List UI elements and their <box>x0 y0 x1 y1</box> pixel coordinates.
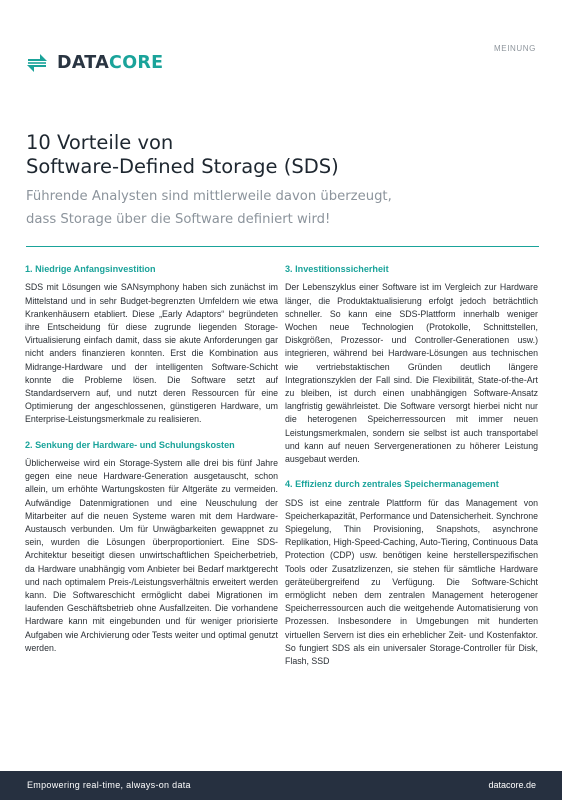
title-block <box>26 131 541 231</box>
section-4 <box>285 478 538 668</box>
left-column <box>25 258 278 655</box>
section-body: SDS mit Lösungen wie SANsymphony haben sich zunächst im Mittelstand und in sehr Budget-begrenzten Umfeldern wie etwa Krankenhäusern etabliert. Diese „Early Adaptors“ begründeten ihre Entscheidung für diese zugrunde liegenden Storage-Virtualisierung einfach damit, dass sie akute Anforderungen gar nicht anders finanzieren konnten. Erst die Kombination aus Midrange-Hardware und der intelligenten Software-Schicht konnte die Probleme lösen. Die Software setzt auf Standardservern auf, und nutzt deren Ressourcen für eine Optimierung der angeschlossenen, günstigeren Hardware, um Enterprise-Leistungsmerkmale zu realisieren. <box>25 282 278 425</box>
logo-wordmark <box>57 53 163 73</box>
right-column <box>285 258 538 668</box>
logo-wordmark-core: CORE <box>109 53 164 73</box>
section-body: SDS ist eine zentrale Plattform für das Management von Speicherkapazität, Performance und Datensicherheit. Synchrone Spiegelung, Thin Provisioning, Snapshots, asynchrone Replikation, High-Speed-Caching, Auto-Tiering, Continuous Data Protection (CDP) usw. benötigen keine herstellerspezifischen Tools oder Zusatzlizenzen, sie stehen für sämtliche Hardware geräteübergreifend zu Verfügung. Die Software-Schicht ermöglicht neben dem zentralen Management heterogener Speicherressourcen auch die weitgehende Automatisierung von Prozessen. Insbesondere in Umgebungen mit hunderten virtuellen Servern ist dies ein erheblicher Zeit- und Kostenfaktor. So fungiert SDS als ein universaler Storage-Controller für Disk, Flash, SSD <box>285 497 538 667</box>
section-heading: 2. Senkung der Hardware- und Schulungskosten <box>25 439 235 450</box>
title-line-2: Software-Defined Storage (SDS) <box>26 155 339 178</box>
category-label: MEINUNG <box>494 44 536 53</box>
section-body: Der Lebenszyklus einer Software ist im Vergleich zur Hardware länger, die Produktaktualisierung erfolgt jedoch beträchtlich schneller. So kann eine SDS-Plattform innerhalb weniger Wochen neue Technologien (Protokolle, Schnittstellen, Diskgrößen, Prozessor- und Controller-Generationen usw.) integrieren, während bei Hardware-Lösungen aus technischen wie vertriebstaktischen Gründen deutlich längere Integrationszyklen der Fall sind. Die Flexibilität, State-of-the-Art zu bleiben, ist durch einen unabhängigen Software-Ansatz langfristig gewährleistet. Die Software versorgt hierbei nicht nur die heterogenen Speicherressourcen mit immer neuen Leistungsmerkmalen, sondern sie selbst ist auch transportabel und kann auf neuen Servergenerationen zu höherer Leistung ausgebaut werden. <box>285 282 538 465</box>
section-heading: 1. Niedrige Anfangsinvestition <box>25 264 156 274</box>
footer-website-link[interactable]: datacore.de <box>488 780 536 790</box>
footer-tagline: Empowering real-time, always-on data <box>27 780 191 790</box>
page-header <box>0 0 562 110</box>
section-2 <box>25 439 278 655</box>
page-title <box>26 131 541 179</box>
datacore-logo-icon <box>26 50 48 76</box>
section-heading: 3. Investitionssicherheit <box>285 264 389 274</box>
page-footer <box>0 771 562 800</box>
section-heading: 4. Effizienz durch zentrales Speichermanagement <box>285 479 499 490</box>
logo-wordmark-data: DATA <box>57 53 110 73</box>
section-body: Üblicherweise wird ein Storage-System alle drei bis fünf Jahre gegen eine neue Hardware-Generation ausgetauscht, schon allein, um erhöhte Wartungskosten für Altgeräte zu vermeiden. Aufwändige Datenmigrationen und eine Neuschulung der Mitarbeiter auf die neuen Systeme waren mit dem Hardware-Austausch verbunden. Um für Unwägbarkeiten gewappnet zu sein, wurden die Lösungen überproportioniert. Eine SDS-Architektur beseitigt diesen unwirtschaftlichen Speicherbetrieb, da Hardware unabhängig vom Anbieter bei Bedarf marktgerecht und nach optimalem Preis-/Leistungsverhältnis erweitert werden kann. Die Softwareschicht ermöglicht dabei Migrationen im laufenden Geschäftsbetrieb ohne Ausfallzeiten. Die vorhandene Hardware kann mit eingebunden und für weniger priorisierte Aufgaben wie Archivierung oder Tests weiter und optimal genutzt werden. <box>25 458 278 653</box>
datacore-logo[interactable] <box>26 50 163 76</box>
subtitle-line-1: Führende Analysten sind mittlerweile davon überzeugt, <box>26 189 392 204</box>
section-3 <box>285 263 538 466</box>
divider-rule <box>26 246 539 247</box>
section-1 <box>25 263 278 427</box>
subtitle-line-2: dass Storage über die Software definiert wird! <box>26 212 331 227</box>
page-subtitle <box>26 185 541 231</box>
title-line-1: 10 Vorteile von <box>26 131 174 154</box>
